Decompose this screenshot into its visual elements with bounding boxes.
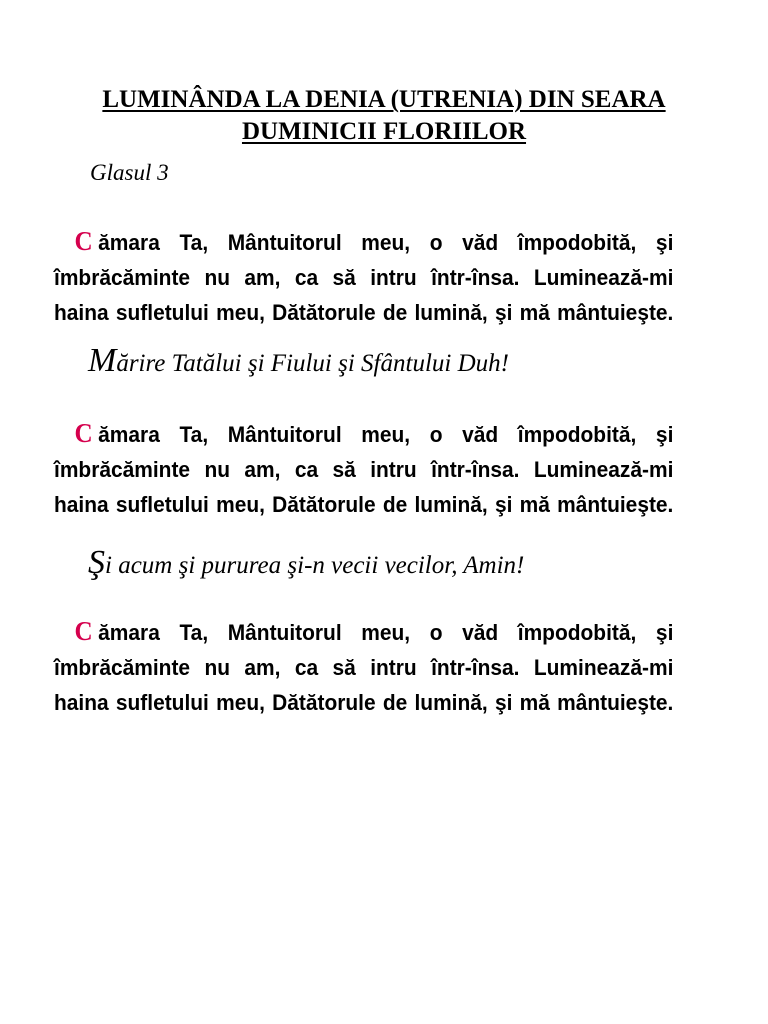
title-line-2: DUMINICII FLORIILOR <box>241 118 527 145</box>
stanza-line-2: îmbrăcăminte nu am, ca să intru într-însa. Luminează-mi <box>54 265 674 290</box>
stanza-text: ămara Ta, Mântuitorul meu, o văd împodobită, şi <box>98 422 674 447</box>
stanza-line-1 <box>54 416 673 452</box>
stanza-line-3: haina sufletului meu, Dătătorule de lumină, şi mă mântuieşte. <box>54 690 674 715</box>
drop-initial: C <box>74 418 93 448</box>
doxology-text: ărire Tatălui şi Fiului şi Sfântului Duh! <box>116 350 509 377</box>
stanza-text: ămara Ta, Mântuitorul meu, o văd împodobită, şi <box>98 620 674 645</box>
doxology-now <box>88 544 524 582</box>
stanza-line-1 <box>54 614 673 650</box>
stanza-line-1 <box>54 224 673 260</box>
doxology-text: i acum şi pururea şi-n vecii vecilor, Amin! <box>105 552 525 579</box>
drop-initial: C <box>74 226 93 256</box>
doxology-glory <box>88 342 509 380</box>
stanza-line-2: îmbrăcăminte nu am, ca să intru într-însa. Luminează-mi <box>54 457 674 482</box>
tone-label: Glasul 3 <box>90 160 169 185</box>
doxology-initial: M <box>88 342 117 379</box>
stanza-1 <box>54 224 673 330</box>
drop-initial: C <box>74 616 93 646</box>
stanza-line-2: îmbrăcăminte nu am, ca să intru într-însa. Luminează-mi <box>54 655 674 680</box>
stanza-3 <box>54 614 673 720</box>
stanza-line-3: haina sufletului meu, Dătătorule de lumină, şi mă mântuieşte. <box>54 300 674 325</box>
stanza-line-3: haina sufletului meu, Dătătorule de lumină, şi mă mântuieşte. <box>54 492 674 517</box>
stanza-2 <box>54 416 673 522</box>
page-title <box>0 84 768 148</box>
doxology-initial: Ş <box>88 544 105 581</box>
title-line-1: LUMINÂNDA LA DENIA (UTRENIA) DIN SEARA <box>102 86 666 113</box>
stanza-text: ămara Ta, Mântuitorul meu, o văd împodobită, şi <box>98 230 674 255</box>
